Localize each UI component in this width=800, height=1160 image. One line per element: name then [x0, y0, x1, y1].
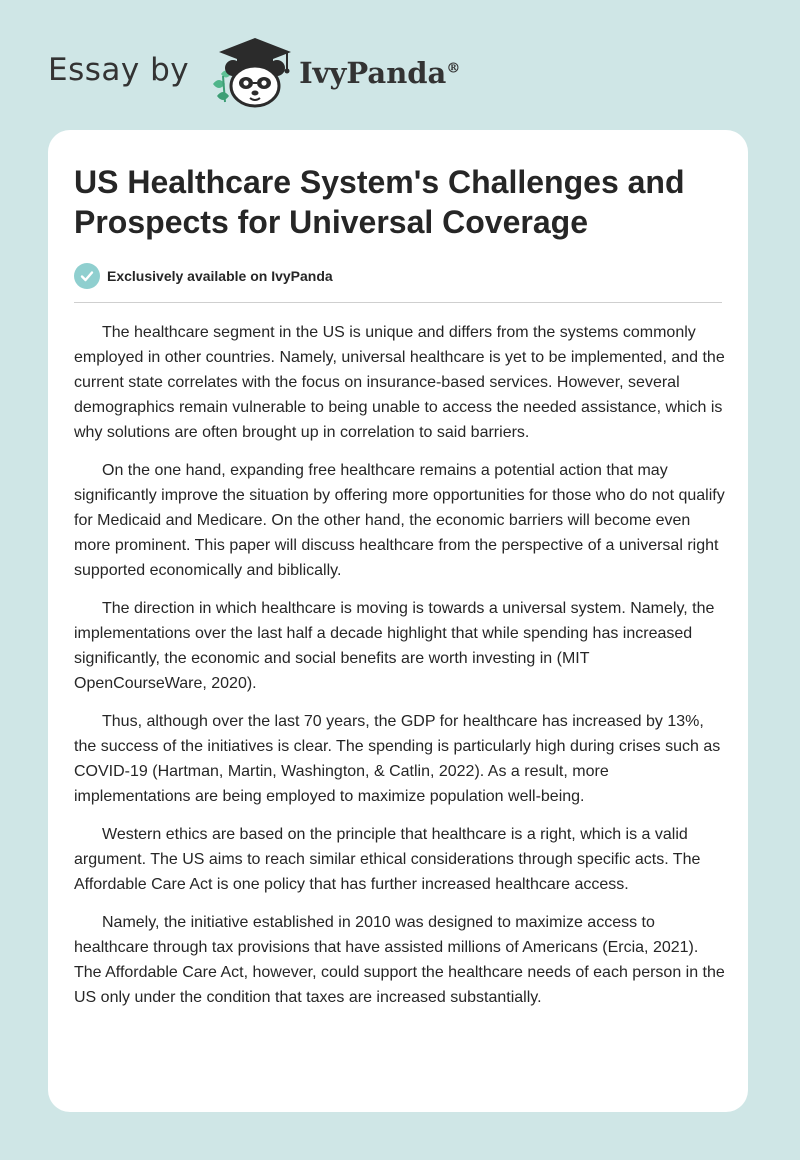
essay-card [48, 130, 748, 1112]
essay-by-label: Essay by [48, 52, 190, 88]
paragraph-5: Western ethics are based on the principle that healthcare is a right, which is a valid argument. The US aims to reach similar ethical considerations through specific acts. The Affordable Care Act is one policy that has further increased healthcare access. [74, 826, 701, 893]
divider [74, 302, 722, 303]
checkmark-icon [74, 263, 100, 289]
paragraph-4: Thus, although over the last 70 years, the GDP for healthcare has increased by 13%, the success of the initiatives is clear. The spending is particularly high during crises such as COVID-19 (Hartman, Martin, Washington, & Catlin, 2022). As a result, more implementations are being employed to maximize population well-being. [74, 713, 721, 805]
essay-body [74, 320, 726, 1023]
paragraph-1: The healthcare segment in the US is unique and differs from the systems commonly employed in other countries. Namely, universal healthcare is yet to be implemented, and the current state correlates with the focus on insurance-based services. However, several demographics remain vulnerable to being unable to access the needed assistance, which is why solutions are often brought up in correlation to said barriers. [74, 324, 725, 441]
paragraph-2: On the one hand, expanding free healthcare remains a potential action that may significantly improve the situation by offering more opportunities for those who do not qualify for Medicaid and Medicare. On the other hand, the economic barriers will become even more prominent. This paper will discuss healthcare from the perspective of a universal right supported economically and biblically. [74, 462, 725, 579]
registered-mark: ® [446, 60, 461, 77]
ivypanda-logo-icon[interactable] [203, 36, 295, 108]
brand-name[interactable] [299, 56, 460, 90]
exclusive-badge [74, 263, 333, 289]
paragraph-3: The direction in which healthcare is moving is towards a universal system. Namely, the implementations over the last half a decade highlight that while spending has increased significantly, the economic and social benefits are worth investing in (MIT OpenCourseWare, 2020). [74, 600, 715, 692]
paragraph-6: Namely, the initiative established in 2010 was designed to maximize access to healthcare through tax provisions that have assisted millions of Americans (Ercia, 2021). The Affordable Care Act, however, could support the healthcare needs of each person in the US only under the condition that taxes are increased substantially. [74, 914, 725, 1006]
brand-name-text: IvyPanda [299, 56, 447, 90]
exclusive-label: Exclusively available on IvyPanda [107, 268, 333, 284]
site-header [48, 36, 460, 108]
essay-title: US Healthcare System's Challenges and Prospects for Universal Coverage [74, 164, 685, 240]
